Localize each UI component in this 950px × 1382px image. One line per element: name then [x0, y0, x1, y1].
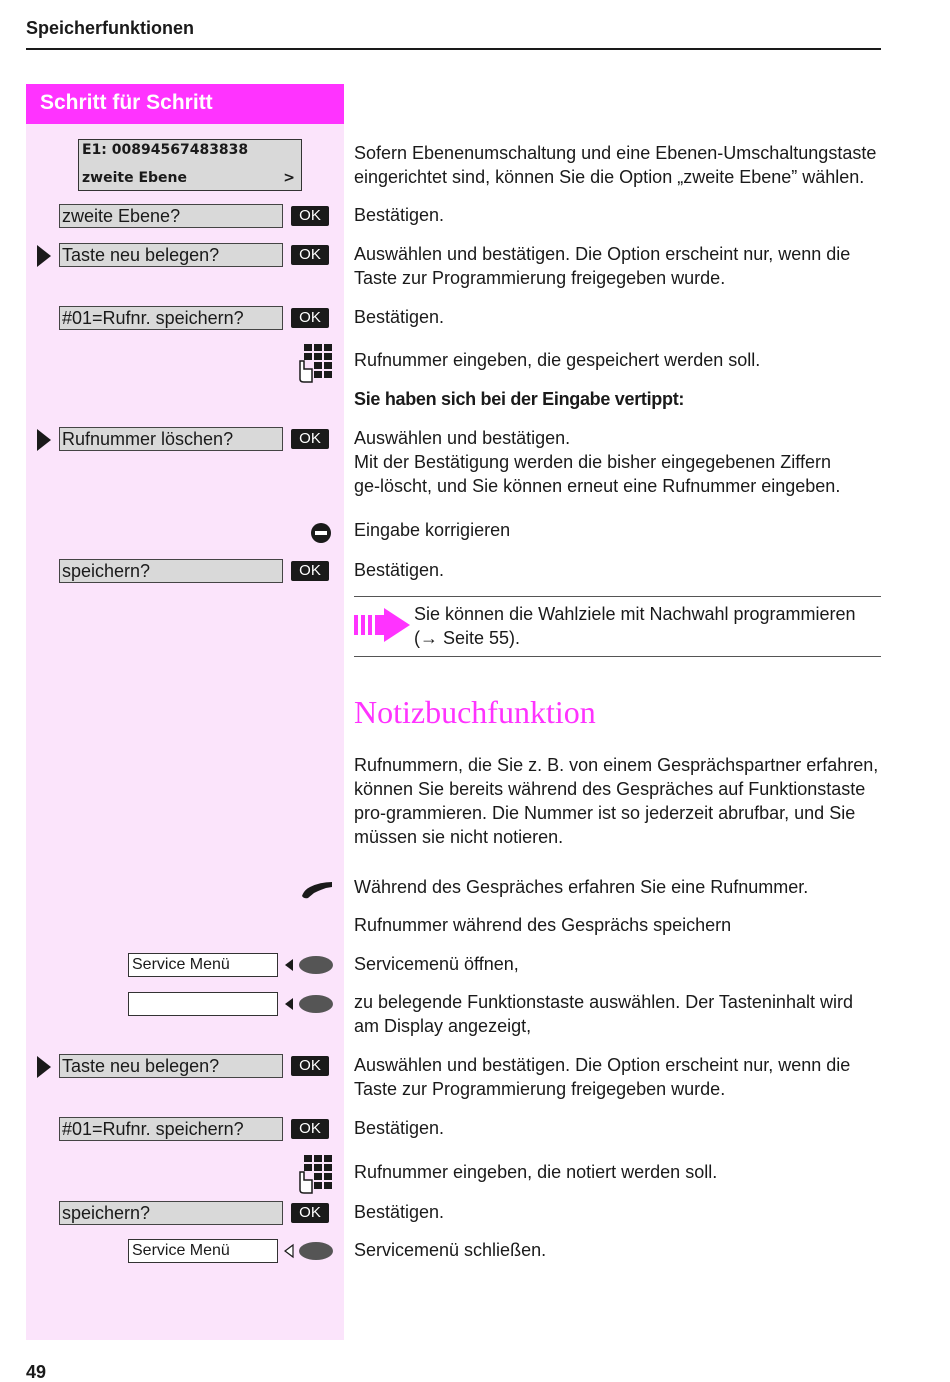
minus-key-icon[interactable]: [310, 522, 332, 544]
display-taste-neu-belegen[interactable]: Taste neu belegen?: [59, 1054, 283, 1078]
empty-key-label: [128, 992, 278, 1016]
select-arrow-icon: [37, 429, 51, 451]
display-zweite-ebene[interactable]: zweite Ebene?: [59, 204, 283, 228]
step-text: Bestätigen.: [354, 560, 445, 580]
ok-button[interactable]: OK: [291, 308, 329, 328]
step-text: Servicemenü öffnen,: [354, 954, 519, 974]
keypad-icon: [294, 343, 334, 383]
step-text: Bestätigen.: [354, 1202, 445, 1222]
hint-rule-top: [354, 596, 881, 597]
ok-button[interactable]: OK: [291, 1056, 329, 1076]
ok-button[interactable]: OK: [291, 561, 329, 581]
function-key-unlit-icon[interactable]: [283, 1240, 335, 1262]
function-key-lit-icon[interactable]: [283, 993, 335, 1015]
subheading: Rufnummer während des Gesprächs speichern: [354, 915, 732, 935]
service-menu-label: Service Menü: [128, 953, 278, 977]
function-key-lit-icon[interactable]: [283, 954, 335, 976]
ok-button[interactable]: OK: [291, 1119, 329, 1139]
display-line-2: zweite Ebene: [82, 170, 187, 186]
display-speichern[interactable]: speichern?: [59, 1201, 283, 1225]
intro-text: Sofern Ebenenumschaltung und eine Ebenen-Umschaltungstaste eingerichtet sind, können Sie die Option „zweite Ebene” wählen.: [354, 143, 877, 187]
step-text: zu belegende Funktionstaste auswählen. Der Tasteninhalt wird am Display angezeigt,: [354, 992, 853, 1036]
section-intro: Rufnummern, die Sie z. B. von einem Gesprächspartner erfahren, können Sie bereits während des Gespräches auf Funktionstaste pro-grammieren. Die Nummer ist so jederzeit abrufbar, und Sie müssen sie nicht notieren.: [354, 755, 879, 847]
hint-rule-bottom: [354, 656, 881, 657]
step-text: Auswählen und bestätigen.: [354, 428, 571, 448]
handset-text: Während des Gespräches erfahren Sie eine Rufnummer.: [354, 877, 809, 897]
step-text: Eingabe korrigieren: [354, 520, 511, 540]
ok-button[interactable]: OK: [291, 1203, 329, 1223]
step-text: Auswählen und bestätigen. Die Option erscheint nur, wenn die Taste zur Programmierung freigegeben wurde.: [354, 1055, 851, 1099]
step-text: Rufnummer eingeben, die notiert werden soll.: [354, 1162, 718, 1182]
header-rule: [26, 48, 881, 50]
step-text: Rufnummer eingeben, die gespeichert werden soll.: [354, 350, 761, 370]
select-arrow-icon: [37, 245, 51, 267]
service-menu-label: Service Menü: [128, 1239, 278, 1263]
display-taste-neu-belegen[interactable]: Taste neu belegen?: [59, 243, 283, 267]
step-text: Servicemenü schließen.: [354, 1240, 547, 1260]
step-panel: [26, 84, 344, 1340]
step-panel-header: Schritt für Schritt: [26, 84, 344, 124]
display-next-arrow: >: [283, 170, 295, 186]
step-text: Mit der Bestätigung werden die bisher eingegebenen Ziffern ge-löscht, und Sie können erneut eine Rufnummer eingeben.: [354, 452, 841, 496]
step-text: Bestätigen.: [354, 205, 445, 225]
display-line-1: E1: 00894567483838: [82, 142, 249, 158]
ok-button[interactable]: OK: [291, 245, 329, 265]
ok-button[interactable]: OK: [291, 206, 329, 226]
keypad-icon: [294, 1154, 334, 1194]
page-header-title: Speicherfunktionen: [26, 18, 195, 38]
step-text: Bestätigen.: [354, 1118, 445, 1138]
ok-button[interactable]: OK: [291, 429, 329, 449]
display-rufnr-speichern[interactable]: #01=Rufnr. speichern?: [59, 1117, 283, 1141]
hint-line-2[interactable]: (→ Seite 55).: [414, 628, 521, 648]
display-rufnr-speichern[interactable]: #01=Rufnr. speichern?: [59, 306, 283, 330]
display-rufnummer-loeschen[interactable]: Rufnummer löschen?: [59, 427, 283, 451]
display-speichern[interactable]: speichern?: [59, 559, 283, 583]
step-text: Bestätigen.: [354, 307, 445, 327]
hint-arrow-icon: [354, 608, 410, 642]
handset-icon: [300, 878, 334, 900]
page-number: 49: [26, 1362, 47, 1382]
section-title: Notizbuchfunktion: [354, 694, 596, 730]
phone-display: [78, 139, 302, 191]
error-heading: Sie haben sich bei der Eingabe vertippt:: [354, 389, 685, 409]
select-arrow-icon: [37, 1056, 51, 1078]
step-text: Auswählen und bestätigen. Die Option erscheint nur, wenn die Taste zur Programmierung freigegeben wurde.: [354, 244, 851, 288]
hint-line-1: Sie können die Wahlziele mit Nachwahl programmieren: [414, 604, 856, 624]
